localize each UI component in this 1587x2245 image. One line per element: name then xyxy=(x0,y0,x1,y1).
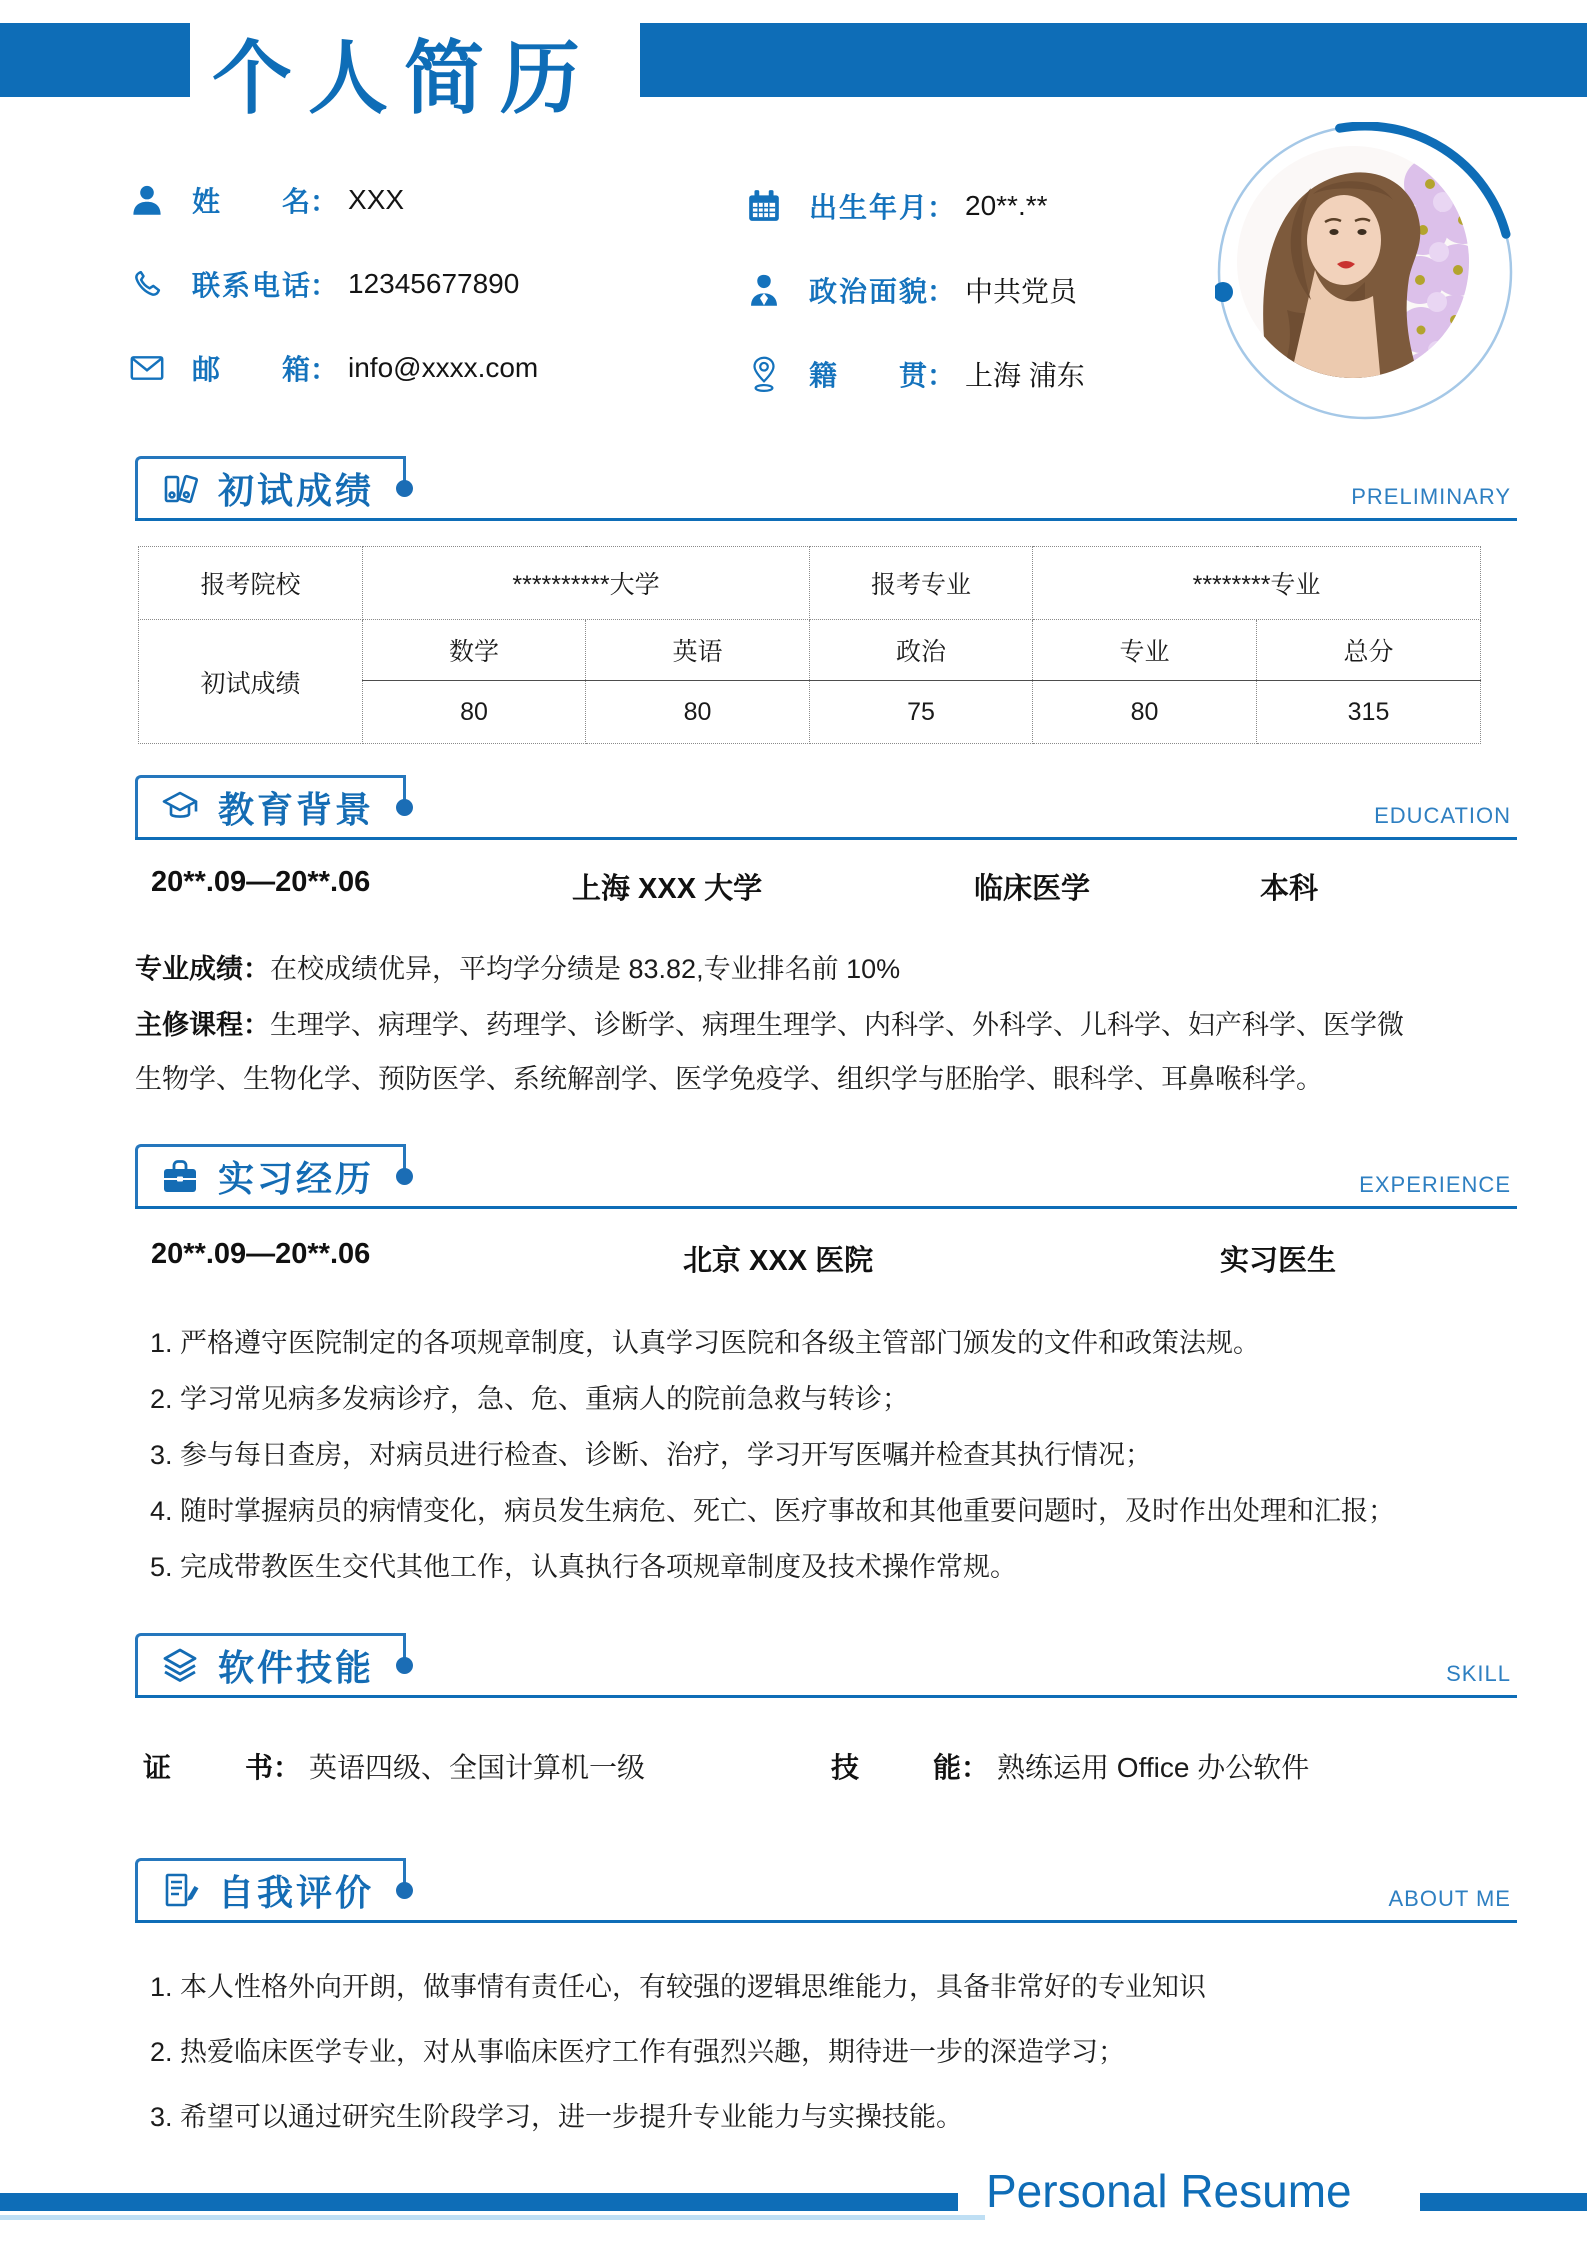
list-item xyxy=(135,2100,1525,2134)
self-evaluation-icon xyxy=(158,1870,202,1912)
section-title-box xyxy=(135,1633,403,1695)
about-list xyxy=(135,1970,1525,2165)
education-school: 上海 XXX 大学 xyxy=(572,873,763,905)
item-text: 本人性格外向开朗，做事情有责任心，有较强的逻辑思维能力，具备非常好的专业知识 xyxy=(180,1972,1206,2002)
experience-period: 20**.09—20**.06 xyxy=(151,1238,371,1270)
connector-line xyxy=(403,1858,406,1884)
field-value: 中共党员 xyxy=(965,276,1078,307)
list-item xyxy=(135,1494,1525,1528)
profile-field-phone xyxy=(128,262,519,306)
calendar-icon xyxy=(745,187,783,225)
photo-dot xyxy=(1215,282,1233,302)
header-bar-right xyxy=(640,23,1587,97)
list-item xyxy=(135,1550,1525,1584)
item-number: 1. xyxy=(150,1972,173,2002)
section-tag: PRELIMINARY xyxy=(1351,484,1511,509)
envelope-icon xyxy=(128,349,166,387)
item-number: 2. xyxy=(150,2037,173,2067)
experience-summary-row xyxy=(135,1238,1517,1278)
section-education-header xyxy=(135,775,1517,840)
item-text: 随时掌握病员的病情变化，病员发生病危、死亡、医疗事故和其他重要问题时，及时作出处理和汇报； xyxy=(180,1496,1395,1526)
colon: ： xyxy=(273,1752,302,1783)
field-colon: ： xyxy=(927,276,956,307)
courses-label: 主修课程： xyxy=(135,1010,270,1040)
profile-field-birth xyxy=(745,184,1048,228)
connector-line xyxy=(403,1144,406,1170)
preliminary-score-table xyxy=(138,546,1481,744)
layers-icon xyxy=(158,1645,202,1687)
list-item xyxy=(135,2035,1525,2069)
footer-bar-left xyxy=(0,2193,958,2211)
connector-dot xyxy=(396,480,413,497)
cell-score-label: 初试成绩 xyxy=(139,620,363,744)
cell-score: 80 xyxy=(363,681,586,744)
skill-label: 技能 xyxy=(831,1752,961,1783)
section-experience-header xyxy=(135,1144,1517,1209)
connector-line xyxy=(403,775,406,801)
connector-dot xyxy=(396,1168,413,1185)
connector-dot xyxy=(396,799,413,816)
education-major: 临床医学 xyxy=(974,873,1091,905)
item-number: 5. xyxy=(150,1552,173,1582)
section-title-box xyxy=(135,1858,403,1920)
experience-role: 实习医生 xyxy=(1220,1245,1337,1277)
gpa-label: 专业成绩： xyxy=(135,954,270,984)
cell-score: 75 xyxy=(810,681,1033,744)
field-colon: ： xyxy=(310,186,339,217)
section-skills-header xyxy=(135,1633,1517,1698)
field-value: info@xxxx.com xyxy=(348,352,539,383)
item-number: 2. xyxy=(150,1384,173,1414)
field-label: 出生年月 xyxy=(809,192,927,223)
item-text: 希望可以通过研究生阶段学习，进一步提升专业能力与实操技能。 xyxy=(180,2102,963,2132)
experience-org: 北京 XXX 医院 xyxy=(683,1245,874,1277)
footer-title: Personal Resume xyxy=(986,2165,1352,2217)
education-gpa-line xyxy=(135,942,1517,996)
field-colon: ： xyxy=(310,270,339,301)
courses-text: 生理学、病理学、药理学、诊断学、病理生理学、内科学、外科学、儿科学、妇产科学、医学微生物学、生物化学、预防医学、系统解剖学、医学免疫学、组织学与胚胎学、眼科学、耳鼻喉科学。 xyxy=(135,1010,1404,1094)
certificate-group xyxy=(143,1746,645,1786)
cell-subject: 英语 xyxy=(586,620,810,681)
list-item xyxy=(135,1438,1525,1472)
person-icon xyxy=(128,181,166,219)
section-title: 初试成绩 xyxy=(218,470,375,511)
field-label: 政治面貌 xyxy=(809,276,927,307)
graduation-cap-icon xyxy=(158,787,202,829)
briefcase-icon xyxy=(158,1156,202,1198)
certificate-value: 英语四级、全国计算机一级 xyxy=(309,1752,646,1783)
phone-icon xyxy=(128,265,166,303)
field-value: 上海 浦东 xyxy=(965,360,1085,391)
profile-field-political-status xyxy=(745,268,1077,312)
page-title: 个人简历 xyxy=(212,34,596,123)
item-text: 严格遵守医院制定的各项规章制度，认真学习医院和各级主管部门颁发的文件和政策法规。 xyxy=(180,1328,1260,1358)
connector-dot xyxy=(396,1882,413,1899)
cell-score: 315 xyxy=(1257,681,1481,744)
connector-dot xyxy=(396,1657,413,1674)
list-item xyxy=(135,1326,1525,1360)
avatar-photo xyxy=(1215,122,1515,422)
list-item xyxy=(135,1970,1525,2004)
item-text: 热爱临床医学专业，对从事临床医疗工作有强烈兴趣，期待进一步的深造学习； xyxy=(180,2037,1125,2067)
section-title: 自我评价 xyxy=(218,1872,375,1913)
section-title-box xyxy=(135,456,403,518)
field-colon: ： xyxy=(927,360,956,391)
section-tag: EDUCATION xyxy=(1374,803,1511,828)
section-about-header xyxy=(135,1858,1517,1923)
education-summary-row xyxy=(135,866,1517,906)
binders-icon xyxy=(158,468,202,510)
section-title: 教育背景 xyxy=(218,789,375,830)
profile-field-name xyxy=(128,178,404,222)
field-value: 12345677890 xyxy=(348,268,520,299)
footer-light-line xyxy=(0,2215,985,2220)
item-number: 1. xyxy=(150,1328,173,1358)
section-title: 实习经历 xyxy=(218,1158,375,1199)
education-degree: 本科 xyxy=(1260,873,1319,905)
skill-group xyxy=(831,1746,1309,1786)
field-label: 姓名 xyxy=(192,186,310,217)
section-title-box xyxy=(135,1144,403,1206)
field-colon: ： xyxy=(310,354,339,385)
field-label: 籍贯 xyxy=(809,360,927,391)
section-title-box xyxy=(135,775,403,837)
education-courses-line xyxy=(135,998,1415,1106)
skills-row xyxy=(135,1746,1517,1786)
footer-bar-right xyxy=(1420,2193,1587,2211)
field-value: 20**.** xyxy=(965,190,1048,221)
section-title: 软件技能 xyxy=(218,1647,375,1688)
profile-field-email xyxy=(128,346,538,390)
party-member-icon xyxy=(745,271,783,309)
list-item xyxy=(135,1382,1525,1416)
item-text: 完成带教医生交代其他工作，认真执行各项规章制度及技术操作常规。 xyxy=(180,1552,1017,1582)
cell-major-label: 报考专业 xyxy=(810,547,1033,620)
item-text: 参与每日查房，对病员进行检查、诊断、治疗，学习开写医嘱并检查其执行情况； xyxy=(180,1440,1152,1470)
field-label: 邮箱 xyxy=(192,354,310,385)
profile-photo xyxy=(1215,122,1515,422)
cell-subject: 政治 xyxy=(810,620,1033,681)
cell-subject: 专业 xyxy=(1033,620,1257,681)
section-tag: SKILL xyxy=(1446,1661,1511,1686)
certificate-label: 证书 xyxy=(143,1752,273,1783)
section-tag: ABOUT ME xyxy=(1388,1886,1511,1911)
connector-line xyxy=(403,456,406,482)
location-pin-icon xyxy=(745,355,783,393)
cell-subject: 总分 xyxy=(1257,620,1481,681)
cell-school: **********大学 xyxy=(363,547,810,620)
item-number: 3. xyxy=(150,1440,173,1470)
cell-school-label: 报考院校 xyxy=(139,547,363,620)
connector-line xyxy=(403,1633,406,1659)
header-bar-left xyxy=(0,23,190,97)
field-label: 联系电话 xyxy=(192,270,310,301)
section-tag: EXPERIENCE xyxy=(1359,1172,1511,1197)
cell-major: ********专业 xyxy=(1033,547,1481,620)
cell-score: 80 xyxy=(1033,681,1257,744)
gpa-text: 在校成绩优异，平均学分绩是 83.82,专业排名前 10% xyxy=(270,954,901,984)
skill-value: 熟练运用 Office 办公软件 xyxy=(997,1752,1310,1783)
education-period: 20**.09—20**.06 xyxy=(151,866,371,898)
experience-list xyxy=(135,1326,1525,1606)
profile-field-hometown xyxy=(745,352,1085,396)
field-value: XXX xyxy=(348,184,405,215)
item-number: 3. xyxy=(150,2102,173,2132)
cell-subject: 数学 xyxy=(363,620,586,681)
colon: ： xyxy=(961,1752,990,1783)
cell-score: 80 xyxy=(586,681,810,744)
item-text: 学习常见病多发病诊疗，急、危、重病人的院前急救与转诊； xyxy=(180,1384,909,1414)
section-preliminary-header xyxy=(135,456,1517,521)
field-colon: ： xyxy=(927,192,956,223)
item-number: 4. xyxy=(150,1496,173,1526)
